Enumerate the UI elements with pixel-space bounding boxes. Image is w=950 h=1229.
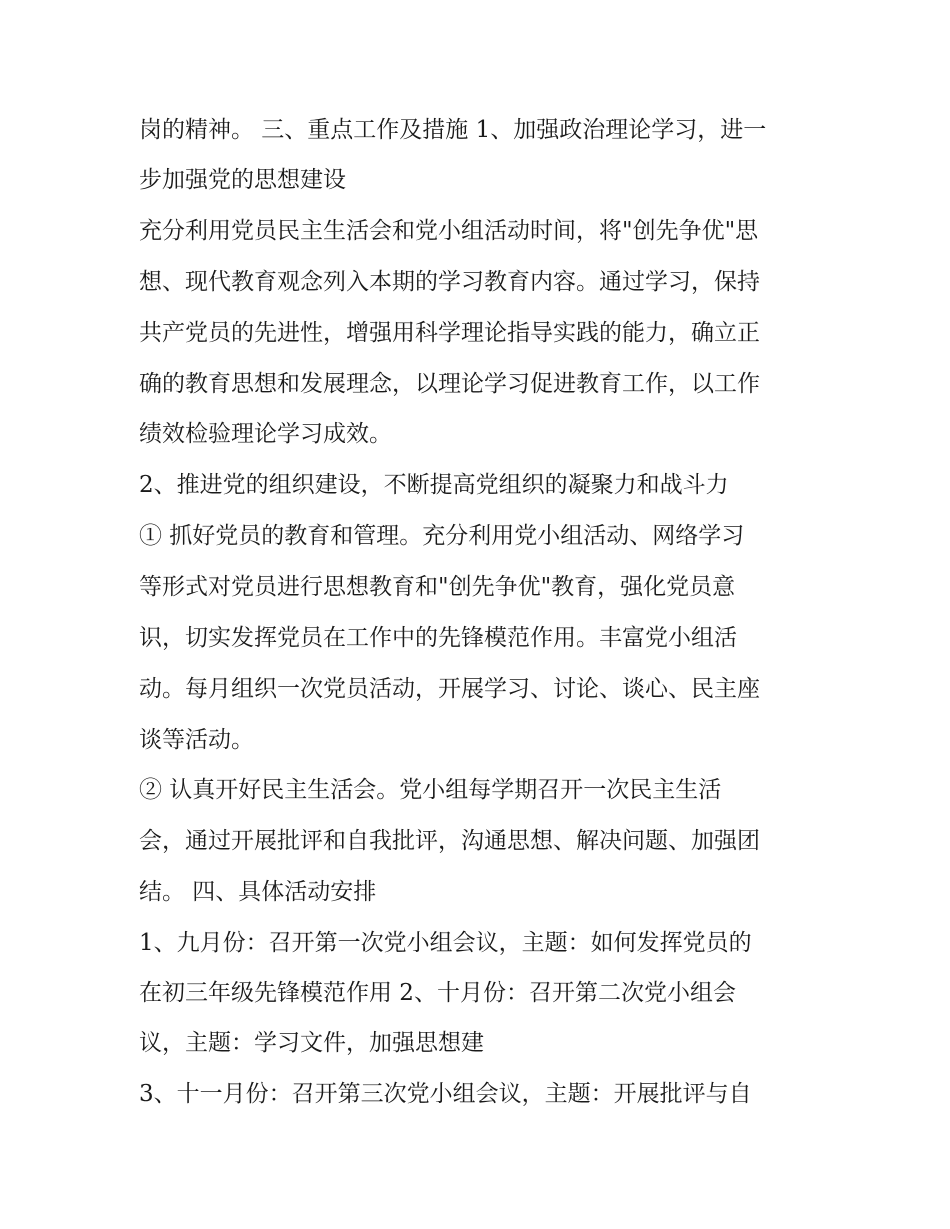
text-line: 议，主题：学习文件，加强思想建 bbox=[139, 1030, 484, 1056]
text-line: 想、现代教育观念列入本期的学习教育内容。通过学习，保持 bbox=[139, 269, 760, 295]
text-line: 步加强党的思想建设 bbox=[139, 167, 346, 193]
text-line: 会，通过开展批评和自我批评，沟通思想、解决问题、加强团 bbox=[139, 828, 760, 854]
text-line: ② 认真开好民主生活会。党小组每学期召开一次民主生活 bbox=[139, 777, 722, 803]
text-line: 3、十一月份：召开第三次党小组会议，主题：开展批评与自 bbox=[139, 1081, 752, 1107]
text-line: 结。 四、具体活动安排 bbox=[139, 879, 377, 905]
text-line: 在初三年级先锋模范作用 2、十月份：召开第二次党小组会 bbox=[139, 980, 736, 1006]
text-line: 等形式对党员进行思想教育和"创先争优"教育，强化党员意 bbox=[139, 574, 736, 600]
text-line: 确的教育思想和发展理念，以理论学习促进教育工作，以工作 bbox=[139, 371, 760, 397]
text-line: 岗的精神。 三、重点工作及措施 1、加强政治理论学习，进一 bbox=[139, 117, 767, 143]
text-line: 识，切实发挥党员在工作中的先锋模范作用。丰富党小组活 bbox=[139, 625, 737, 651]
text-line: 绩效检验理论学习成效。 bbox=[139, 421, 392, 447]
text-line: 谈等活动。 bbox=[139, 727, 254, 753]
text-line: 1、九月份：召开第一次党小组会议，主题：如何发挥党员的 bbox=[139, 930, 752, 956]
text-line: 共产党员的先进性，增强用科学理论指导实践的能力，确立正 bbox=[139, 320, 760, 346]
text-line: 2、推进党的组织建设，不断提高党组织的凝聚力和战斗力 bbox=[139, 472, 729, 498]
text-line: 充分利用党员民主生活会和党小组活动时间，将"创先争优"思 bbox=[139, 218, 759, 244]
text-line: ① 抓好党员的教育和管理。充分利用党小组活动、网络学习 bbox=[139, 523, 745, 549]
text-line: 动。每月组织一次党员活动，开展学习、讨论、谈心、民主座 bbox=[139, 676, 760, 702]
